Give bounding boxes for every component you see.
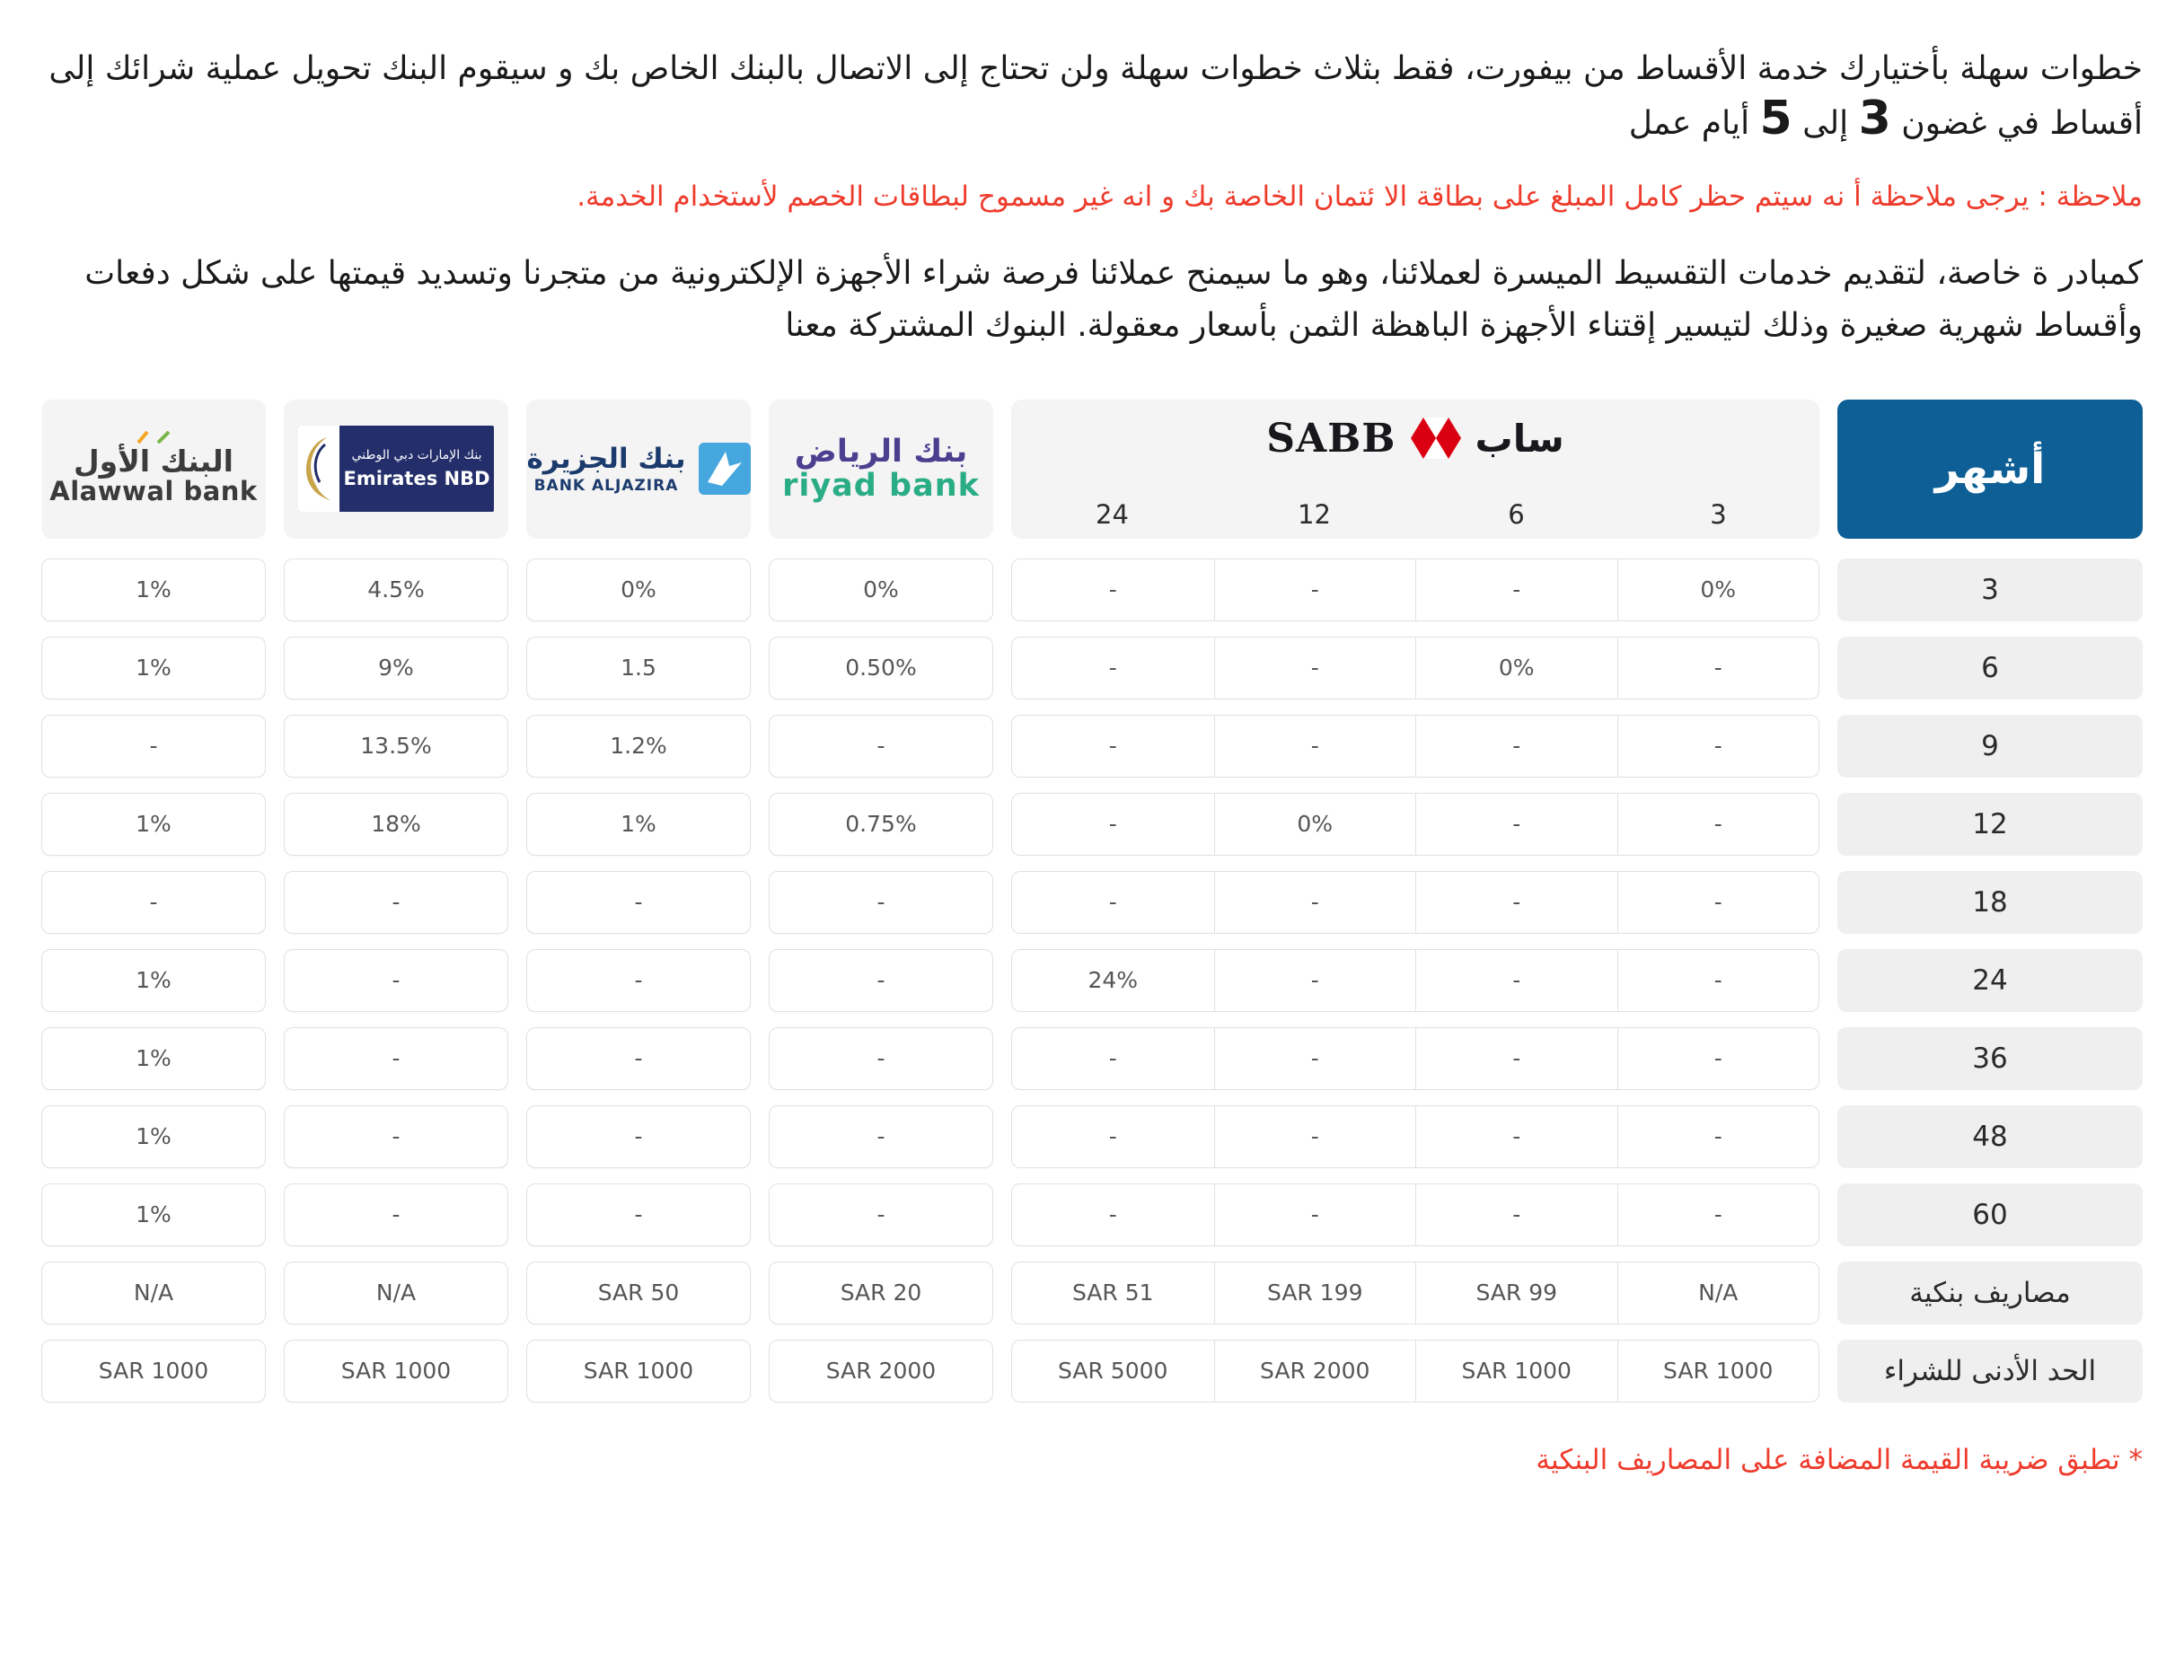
cell-bank-aljazira: SAR 1000 <box>526 1340 751 1403</box>
cell-alawwal: 1% <box>41 793 266 856</box>
table-row <box>41 1105 2143 1168</box>
cell-sabb-24: - <box>1108 1201 1117 1228</box>
cell-riyad-bank: - <box>769 871 993 934</box>
cell-alawwal: SAR 1000 <box>41 1340 266 1403</box>
row-label: 36 <box>1837 1027 2143 1090</box>
table-row <box>41 637 2143 699</box>
cell-sabb-12: SAR 199 <box>1214 1262 1416 1324</box>
intro-text-a: خطوات سهلة بأختيارك خدمة الأقساط من بيفورت، فقط بثلاث خطوات سهلة ولن تحتاج إلى الاتصال بالبنك الخاص بك و سيقوم البنك تحويل عملية شرائك إلى أقساط في غضون <box>48 50 2143 143</box>
table-row <box>41 871 2143 934</box>
cell-sabb-12: - <box>1214 1028 1416 1089</box>
cell-sabb-6: - <box>1415 716 1617 777</box>
bank-aljazira-icon <box>699 443 751 495</box>
cell-sabb-3: - <box>1617 716 1819 777</box>
cell-sabb-6: - <box>1415 794 1617 855</box>
row-label: 12 <box>1837 793 2143 856</box>
cell-alawwal: 1% <box>41 559 266 621</box>
cell-sabb-24: - <box>1108 1045 1117 1072</box>
cell-sabb-12: 0% <box>1214 794 1416 855</box>
cell-emirates-nbd: 13.5% <box>284 715 508 778</box>
sabb-cell-group <box>1011 559 1819 621</box>
cell-sabb-3: - <box>1617 1106 1819 1167</box>
cell-emirates-nbd: - <box>284 1027 508 1090</box>
row-label: 60 <box>1837 1183 2143 1246</box>
row-label: 24 <box>1837 949 2143 1012</box>
sabb-logo <box>1011 416 1819 462</box>
intro-days-max: 5 <box>1759 92 1792 146</box>
cell-sabb-3: - <box>1617 872 1819 933</box>
sabb-cell-group <box>1011 637 1819 699</box>
emirates-nbd-swirl-icon <box>298 426 339 512</box>
sabb-name-en: SABB <box>1266 415 1396 462</box>
cell-sabb-6: SAR 99 <box>1415 1262 1617 1324</box>
cell-sabb-24: - <box>1108 733 1117 760</box>
row-label: مصاريف بنكية <box>1837 1262 2143 1324</box>
table-row <box>41 1183 2143 1246</box>
cell-alawwal: 1% <box>41 1027 266 1090</box>
row-label: 48 <box>1837 1105 2143 1168</box>
cell-sabb-24: - <box>1108 1123 1117 1150</box>
cell-alawwal: 1% <box>41 949 266 1012</box>
emirates-nbd-logo <box>298 426 494 512</box>
cell-riyad-bank: - <box>769 1105 993 1168</box>
cell-riyad-bank: - <box>769 1183 993 1246</box>
cell-sabb-3: 0% <box>1617 559 1819 620</box>
cell-bank-aljazira: - <box>526 1183 751 1246</box>
cell-sabb-12: - <box>1214 716 1416 777</box>
sabb-tenor-3: 3 <box>1710 498 1727 530</box>
cell-sabb-12: - <box>1214 1106 1416 1167</box>
installments-table <box>41 400 2143 1403</box>
alawwal-name-en: Alawwal bank <box>49 476 258 507</box>
table-row <box>41 1340 2143 1403</box>
cell-sabb-24: - <box>1108 655 1117 682</box>
cell-sabb-6: - <box>1415 1028 1617 1089</box>
credit-card-note: ملاحظة : يرجى ملاحظة أ نه سيتم حظر كامل المبلغ على بطاقة الا ئتمان الخاصة بك و انه غير مسموح لبطاقات الخصم لأستخدام الخدمة. <box>577 180 2143 213</box>
cell-sabb-24: - <box>1108 576 1117 603</box>
cell-bank-aljazira: 1.5 <box>526 637 751 699</box>
sabb-tenor-12: 12 <box>1298 498 1331 530</box>
bank-aljazira-name-ar: بنك الجزيرة <box>526 443 686 476</box>
sabb-cell-group <box>1011 1262 1819 1324</box>
cell-sabb-3: - <box>1617 1184 1819 1245</box>
cell-alawwal: - <box>41 871 266 934</box>
emirates-nbd-name-ar: بنك الإمارات دبي الوطني <box>351 448 482 463</box>
cell-sabb-6: - <box>1415 1106 1617 1167</box>
cell-bank-aljazira: 1% <box>526 793 751 856</box>
riyad-bank-logo <box>782 435 980 504</box>
emirates-nbd-name-en: Emirates NBD <box>343 468 490 490</box>
cell-sabb-6: - <box>1415 1184 1617 1245</box>
alawwal-bank-logo <box>49 431 257 506</box>
cell-sabb-24: - <box>1108 811 1117 838</box>
sabb-hexagon-icon <box>1411 418 1461 459</box>
months-column-header: أشهر <box>1837 400 2143 539</box>
cell-riyad-bank: SAR 20 <box>769 1262 993 1324</box>
cell-sabb-12: - <box>1214 872 1416 933</box>
sabb-cell-group <box>1011 715 1819 778</box>
cell-sabb-3: - <box>1617 794 1819 855</box>
intro-text-c: أيام عمل <box>1628 105 1760 143</box>
cell-sabb-3: - <box>1617 638 1819 699</box>
sabb-cell-group <box>1011 1027 1819 1090</box>
cell-sabb-6: - <box>1415 950 1617 1011</box>
sabb-cell-group <box>1011 871 1819 934</box>
sabb-logo-card <box>1011 400 1819 539</box>
alawwal-name-ar: البنك الأول <box>74 444 233 479</box>
vat-footnote: * تطبق ضريبة القيمة المضافة على المصاريف البنكية <box>1536 1443 2143 1476</box>
table-header-row <box>41 400 2143 539</box>
cell-sabb-3: SAR 1000 <box>1617 1341 1819 1402</box>
sabb-tenor-headers <box>1011 499 1819 530</box>
bank-aljazira-logo <box>526 443 750 495</box>
cell-riyad-bank: - <box>769 949 993 1012</box>
intro-paragraph <box>41 43 2143 151</box>
sabb-cell-group <box>1011 1105 1819 1168</box>
cell-riyad-bank: SAR 2000 <box>769 1340 993 1403</box>
table-row <box>41 949 2143 1012</box>
cell-sabb-12: - <box>1214 950 1416 1011</box>
row-label: 6 <box>1837 637 2143 699</box>
cell-alawwal: - <box>41 715 266 778</box>
intro-days-min: 3 <box>1858 92 1891 146</box>
table-row <box>41 559 2143 621</box>
cell-riyad-bank: - <box>769 1027 993 1090</box>
cell-alawwal: 1% <box>41 1105 266 1168</box>
cell-alawwal: N/A <box>41 1262 266 1324</box>
cell-emirates-nbd: 4.5% <box>284 559 508 621</box>
cell-riyad-bank: 0.75% <box>769 793 993 856</box>
cell-bank-aljazira: - <box>526 1027 751 1090</box>
cell-sabb-24: SAR 51 <box>1071 1280 1154 1306</box>
sabb-name-ar: ساب <box>1475 416 1564 461</box>
cell-sabb-6: 0% <box>1415 638 1617 699</box>
cell-sabb-3: - <box>1617 950 1819 1011</box>
sabb-cell-group <box>1011 1340 1819 1403</box>
sabb-cell-group <box>1011 949 1819 1012</box>
cell-sabb-6: - <box>1415 559 1617 620</box>
cell-sabb-12: SAR 2000 <box>1214 1341 1416 1402</box>
cell-emirates-nbd: SAR 1000 <box>284 1340 508 1403</box>
cell-bank-aljazira: SAR 50 <box>526 1262 751 1324</box>
cell-sabb-3: N/A <box>1617 1262 1819 1324</box>
cell-sabb-12: - <box>1214 638 1416 699</box>
cell-sabb-3: - <box>1617 1028 1819 1089</box>
cell-bank-aljazira: 1.2% <box>526 715 751 778</box>
cell-emirates-nbd: 18% <box>284 793 508 856</box>
sabb-tenor-24: 24 <box>1096 498 1129 530</box>
row-label: 9 <box>1837 715 2143 778</box>
cell-emirates-nbd: N/A <box>284 1262 508 1324</box>
cell-bank-aljazira: 0% <box>526 559 751 621</box>
emirates-nbd-text <box>339 426 494 512</box>
cell-bank-aljazira: - <box>526 1105 751 1168</box>
table-row <box>41 1262 2143 1324</box>
cell-emirates-nbd: - <box>284 949 508 1012</box>
emirates-nbd-logo-card <box>284 400 508 539</box>
cell-emirates-nbd: - <box>284 1105 508 1168</box>
cell-sabb-6: - <box>1415 872 1617 933</box>
alawwal-bank-logo-card <box>41 400 266 539</box>
alawwal-accent-icon <box>133 431 174 444</box>
cell-emirates-nbd: - <box>284 1183 508 1246</box>
table-row <box>41 1027 2143 1090</box>
cell-bank-aljazira: - <box>526 949 751 1012</box>
table-body <box>41 559 2143 1403</box>
row-label: 18 <box>1837 871 2143 934</box>
cell-riyad-bank: - <box>769 715 993 778</box>
cell-bank-aljazira: - <box>526 871 751 934</box>
cell-alawwal: 1% <box>41 637 266 699</box>
row-label: 3 <box>1837 559 2143 621</box>
cell-sabb-12: - <box>1214 559 1416 620</box>
sabb-cell-group <box>1011 793 1819 856</box>
bank-aljazira-text <box>526 443 685 495</box>
cell-riyad-bank: 0.50% <box>769 637 993 699</box>
sabb-tenor-6: 6 <box>1508 498 1525 530</box>
row-label: الحد الأدنى للشراء <box>1837 1340 2143 1403</box>
cell-sabb-24: - <box>1108 889 1117 916</box>
cell-riyad-bank: 0% <box>769 559 993 621</box>
table-row <box>41 793 2143 856</box>
cell-emirates-nbd: 9% <box>284 637 508 699</box>
cell-sabb-24: 24% <box>1088 967 1139 994</box>
cell-sabb-24: SAR 5000 <box>1058 1358 1168 1385</box>
cell-emirates-nbd: - <box>284 871 508 934</box>
intro-text-b: إلى <box>1792 105 1859 143</box>
riyad-bank-name-ar: بنك الرياض <box>794 433 968 470</box>
cell-sabb-6: SAR 1000 <box>1415 1341 1617 1402</box>
bank-aljazira-name-en: BANK ALJAZIRA <box>533 476 679 495</box>
cell-sabb-12: - <box>1214 1184 1416 1245</box>
riyad-bank-name-en: riyad bank <box>782 468 980 505</box>
cell-alawwal: 1% <box>41 1183 266 1246</box>
sabb-cell-group <box>1011 1183 1819 1246</box>
riyad-bank-logo-card <box>769 400 993 539</box>
table-row <box>41 715 2143 778</box>
description-paragraph: كمبادر ة خاصة، لتقديم خدمات التقسيط الميسرة لعملائنا، وهو ما سيمنح عملائنا فرصة شراء الأجهزة الإلكترونية من متجرنا وتسديد قيمتها على شكل دفعات وأقساط شهرية صغيرة وذلك لتيسير إقتناء الأجهزة الباهظة الثمن بأسعار معقولة. البنوك المشتركة معنا <box>84 255 2143 345</box>
bank-aljazira-logo-card <box>526 400 751 539</box>
